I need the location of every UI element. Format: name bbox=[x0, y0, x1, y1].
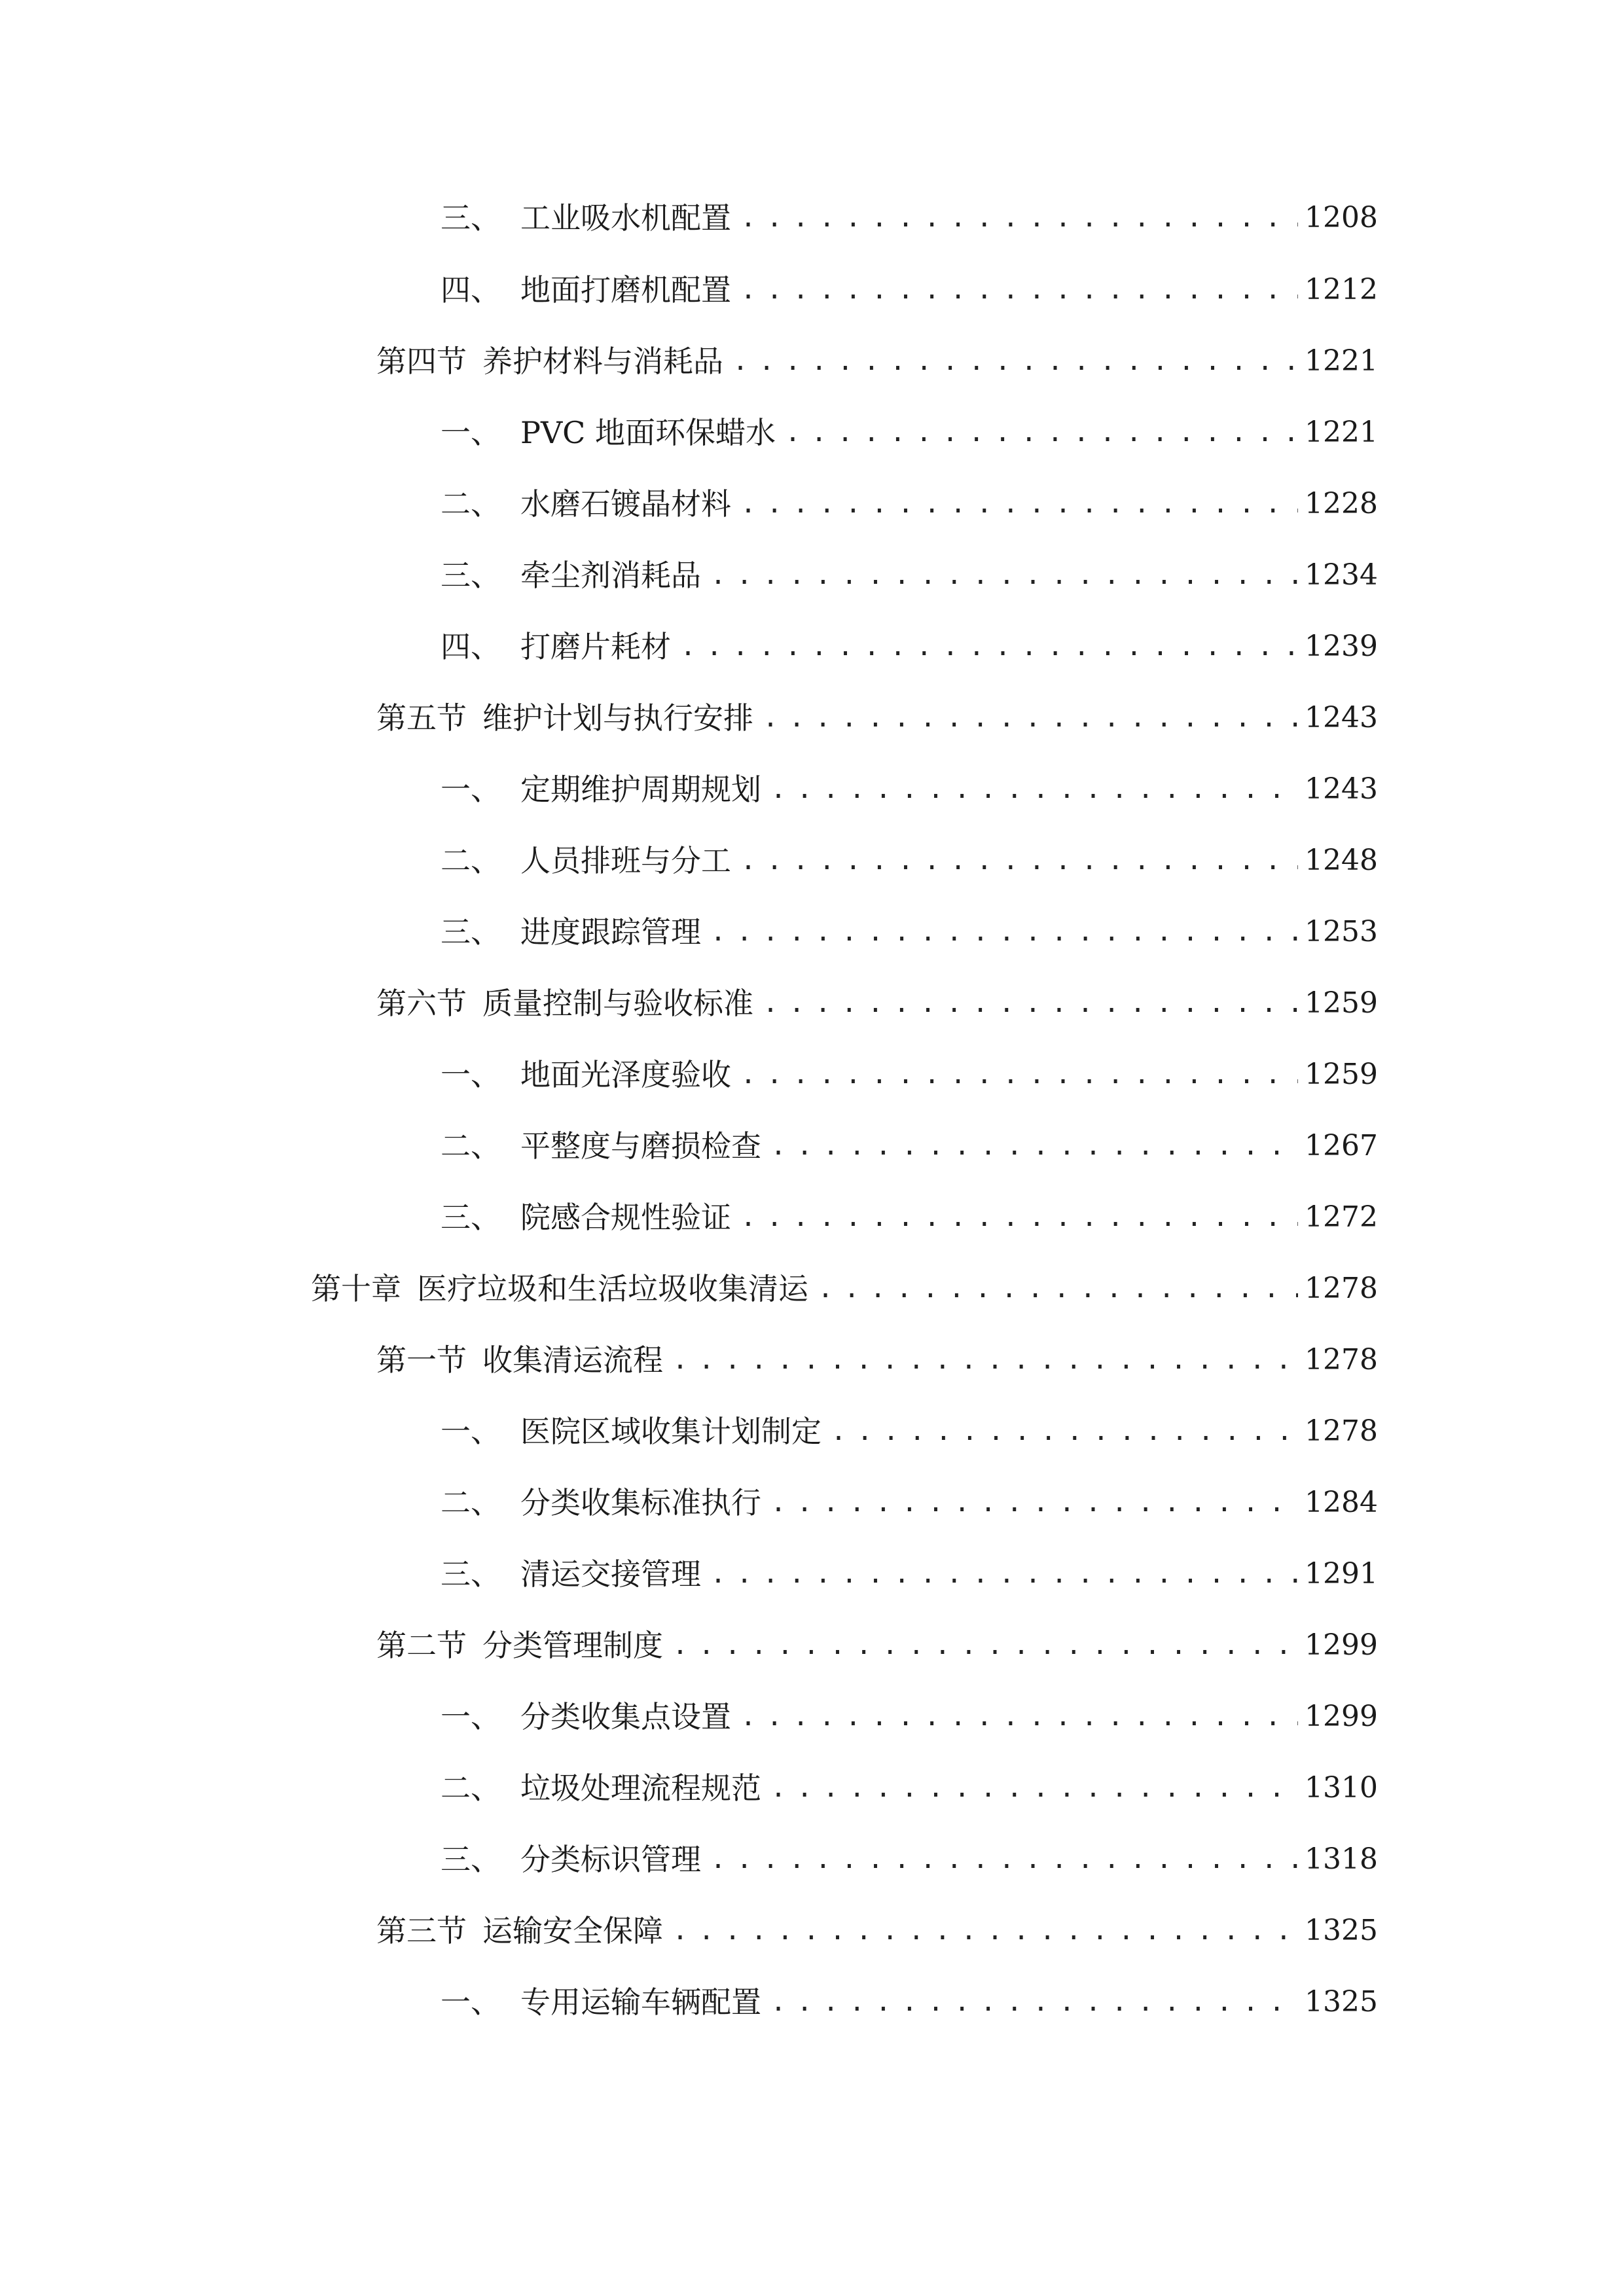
toc-entry-page: 1318 bbox=[1305, 1842, 1378, 1876]
toc-dot-leader bbox=[710, 1548, 1298, 1600]
toc-entry-title: 工业吸水机配置 bbox=[520, 200, 731, 236]
toc-entry-number: 第二节 bbox=[376, 1628, 467, 1663]
toc-entry-title: 分类收集标准执行 bbox=[520, 1485, 761, 1520]
toc-entry-page: 1243 bbox=[1305, 772, 1378, 806]
toc-entry-number: 第六节 bbox=[376, 986, 467, 1021]
toc-entry-title: 医疗垃圾和生活垃圾收集清运 bbox=[417, 1271, 808, 1306]
toc-entry-title: 专用运输车辆配置 bbox=[520, 1984, 761, 2020]
toc-entry[interactable] bbox=[441, 1405, 1378, 1458]
toc-entry-page: 1278 bbox=[1305, 1414, 1378, 1448]
toc-entry-page: 1278 bbox=[1305, 1272, 1378, 1305]
toc-entry-page: 1325 bbox=[1305, 1985, 1378, 2018]
toc-entry[interactable] bbox=[441, 1833, 1378, 1886]
toc-entry-title: 平整度与磨损检查 bbox=[520, 1128, 761, 1164]
toc-dot-leader bbox=[680, 620, 1298, 673]
toc-entry-page: 1259 bbox=[1305, 1058, 1378, 1091]
toc-entry-number: 三、 bbox=[441, 1842, 501, 1877]
toc-entry-title: 分类收集点设置 bbox=[520, 1699, 731, 1734]
toc-entry-number: 一、 bbox=[441, 415, 501, 450]
toc-dot-leader bbox=[710, 549, 1298, 601]
toc-entry-number: 二、 bbox=[441, 843, 501, 878]
toc-entry[interactable] bbox=[441, 1049, 1378, 1101]
toc-entry-page: 1278 bbox=[1305, 1343, 1378, 1376]
toc-entry-page: 1208 bbox=[1305, 201, 1378, 234]
toc-dot-leader bbox=[831, 1405, 1298, 1458]
toc-entry-number: 第五节 bbox=[376, 700, 467, 736]
toc-entry-number: 四、 bbox=[441, 272, 501, 308]
toc-entry[interactable] bbox=[376, 977, 1378, 1030]
toc-entry-number: 一、 bbox=[441, 772, 501, 807]
toc-dot-leader bbox=[740, 1691, 1298, 1743]
toc-entry[interactable] bbox=[441, 1976, 1378, 2028]
toc-entry-number: 三、 bbox=[441, 1556, 501, 1592]
toc-entry-title: 分类标识管理 bbox=[520, 1842, 701, 1877]
toc-entry[interactable] bbox=[441, 406, 1378, 459]
toc-entry[interactable] bbox=[441, 1120, 1378, 1172]
toc-dot-leader bbox=[710, 1833, 1298, 1886]
toc-entry[interactable] bbox=[441, 620, 1378, 673]
toc-entry-page: 1299 bbox=[1305, 1700, 1378, 1733]
toc-entry-title: 水磨石镀晶材料 bbox=[520, 486, 731, 522]
toc-entry-title: 垃圾处理流程规范 bbox=[520, 1770, 761, 1806]
toc-dot-leader bbox=[672, 1619, 1298, 1672]
toc-entry-number: 二、 bbox=[441, 1128, 501, 1164]
toc-entry[interactable] bbox=[441, 1477, 1378, 1529]
toc-entry[interactable] bbox=[376, 335, 1378, 387]
toc-entry-page: 1253 bbox=[1305, 915, 1378, 948]
toc-entry[interactable] bbox=[441, 478, 1378, 530]
toc-dot-leader bbox=[732, 335, 1298, 387]
toc-entry-title: 人员排班与分工 bbox=[520, 843, 731, 878]
toc-entry-page: 1259 bbox=[1305, 986, 1378, 1020]
toc-entry[interactable] bbox=[441, 1548, 1378, 1600]
toc-dot-leader bbox=[763, 977, 1298, 1030]
toc-dot-leader bbox=[740, 834, 1298, 887]
toc-entry-title: PVC 地面环保蜡水 bbox=[520, 415, 776, 450]
toc-entry-number: 二、 bbox=[441, 1770, 501, 1806]
toc-entry-number: 二、 bbox=[441, 486, 501, 522]
toc-dot-leader bbox=[770, 763, 1298, 816]
toc-entry[interactable] bbox=[376, 1334, 1378, 1386]
toc-entry-number: 第三节 bbox=[376, 1913, 467, 1948]
toc-entry-page: 1272 bbox=[1305, 1200, 1378, 1234]
toc-entry-number: 第一节 bbox=[376, 1342, 467, 1378]
toc-entry[interactable] bbox=[376, 1619, 1378, 1672]
toc-dot-leader bbox=[740, 1191, 1298, 1244]
toc-entry-number: 三、 bbox=[441, 1200, 501, 1235]
toc-entry-page: 1221 bbox=[1305, 416, 1378, 449]
toc-entry-page: 1212 bbox=[1305, 273, 1378, 306]
toc-dot-leader bbox=[672, 1905, 1298, 1957]
toc-entry-title: 打磨片耗材 bbox=[520, 629, 671, 664]
toc-entry[interactable] bbox=[441, 192, 1378, 244]
toc-entry-title: 收集清运流程 bbox=[482, 1342, 663, 1378]
toc-entry-number: 一、 bbox=[441, 1057, 501, 1092]
toc-entry-number: 一、 bbox=[441, 1984, 501, 2020]
toc-entry-number: 第四节 bbox=[376, 344, 467, 379]
toc-entry-title: 分类管理制度 bbox=[482, 1628, 663, 1663]
toc-entry-page: 1243 bbox=[1305, 701, 1378, 734]
toc-dot-leader bbox=[740, 192, 1298, 244]
toc-dot-leader bbox=[770, 1762, 1298, 1814]
toc-entry-page: 1234 bbox=[1305, 558, 1378, 592]
toc-entry[interactable] bbox=[441, 264, 1378, 316]
toc-entry[interactable] bbox=[376, 1905, 1378, 1957]
toc-entry-number: 二、 bbox=[441, 1485, 501, 1520]
toc-dot-leader bbox=[710, 906, 1298, 958]
toc-entry-title: 维护计划与执行安排 bbox=[482, 700, 753, 736]
toc-entry-page: 1221 bbox=[1305, 344, 1378, 378]
toc-dot-leader bbox=[770, 1120, 1298, 1172]
toc-entry-page: 1248 bbox=[1305, 844, 1378, 877]
toc-entry-title: 院感合规性验证 bbox=[520, 1200, 731, 1235]
toc-entry-title: 牵尘剂消耗品 bbox=[520, 558, 701, 593]
toc-dot-leader bbox=[672, 1334, 1298, 1386]
toc-entry-number: 一、 bbox=[441, 1414, 501, 1449]
toc-entry-title: 地面打磨机配置 bbox=[520, 272, 731, 308]
toc-entry-page: 1228 bbox=[1305, 487, 1378, 520]
toc-entry-title: 质量控制与验收标准 bbox=[482, 986, 753, 1021]
toc-entry-title: 医院区域收集计划制定 bbox=[520, 1414, 821, 1449]
toc-entry-page: 1291 bbox=[1305, 1557, 1378, 1590]
toc-dot-leader bbox=[770, 1477, 1298, 1529]
toc-dot-leader bbox=[740, 264, 1298, 316]
toc-entry-title: 运输安全保障 bbox=[482, 1913, 663, 1948]
toc-dot-leader bbox=[740, 1049, 1298, 1101]
toc-entry[interactable] bbox=[441, 1191, 1378, 1244]
toc-entry[interactable] bbox=[441, 549, 1378, 601]
toc-dot-leader bbox=[740, 478, 1298, 530]
toc-entry-page: 1284 bbox=[1305, 1486, 1378, 1519]
toc-entry-title: 地面光泽度验收 bbox=[520, 1057, 731, 1092]
toc-entry-number: 一、 bbox=[441, 1699, 501, 1734]
toc-entry-number: 三、 bbox=[441, 914, 501, 950]
toc-entry-page: 1267 bbox=[1305, 1129, 1378, 1162]
toc-entry[interactable] bbox=[441, 906, 1378, 958]
toc-entry[interactable] bbox=[441, 1762, 1378, 1814]
toc-entry[interactable] bbox=[441, 1691, 1378, 1743]
toc-entry[interactable] bbox=[311, 1263, 1378, 1315]
toc-entry-title: 养护材料与消耗品 bbox=[482, 344, 723, 379]
toc-entry-number: 三、 bbox=[441, 200, 501, 236]
toc-entry-page: 1299 bbox=[1305, 1628, 1378, 1662]
toc-entry-title: 进度跟踪管理 bbox=[520, 914, 701, 950]
toc-dot-leader bbox=[785, 406, 1298, 459]
toc-entry-number: 第十章 bbox=[311, 1271, 401, 1306]
toc-entry[interactable] bbox=[376, 692, 1378, 744]
toc-dot-leader bbox=[818, 1263, 1298, 1315]
toc-entry-number: 四、 bbox=[441, 629, 501, 664]
toc-entry-number: 三、 bbox=[441, 558, 501, 593]
toc-entry-page: 1325 bbox=[1305, 1914, 1378, 1947]
toc-dot-leader bbox=[763, 692, 1298, 744]
toc-entry-title: 定期维护周期规划 bbox=[520, 772, 761, 807]
toc-entry[interactable] bbox=[441, 834, 1378, 887]
toc-entry-page: 1310 bbox=[1305, 1771, 1378, 1804]
toc-entry-title: 清运交接管理 bbox=[520, 1556, 701, 1592]
toc-entry[interactable] bbox=[441, 763, 1378, 816]
toc-dot-leader bbox=[770, 1976, 1298, 2028]
toc-entry-page: 1239 bbox=[1305, 630, 1378, 663]
